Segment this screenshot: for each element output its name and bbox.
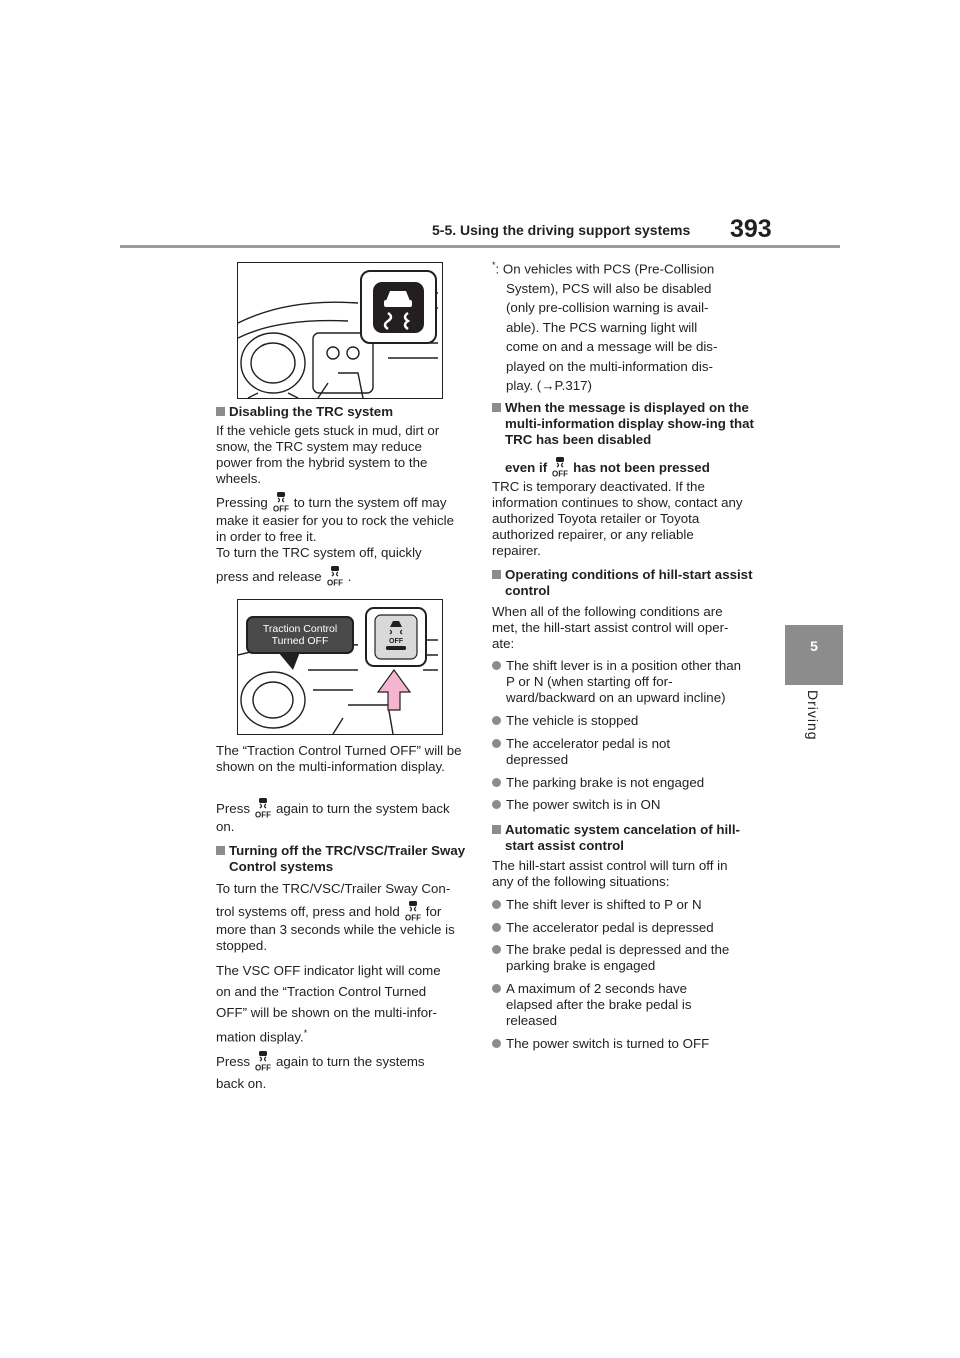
heading-hill-start-conditions: Operating conditions of hill-start assist control xyxy=(492,567,755,599)
list-item: The shift lever is in a position other than P or N (when starting off for-ward/backward on an upward incline) xyxy=(492,658,751,706)
trc-off-switch-icon xyxy=(270,491,292,513)
message-display-bubble xyxy=(246,616,354,654)
list-item: The power switch is in ON xyxy=(492,797,756,813)
chapter-number: 5 xyxy=(810,638,818,654)
heading-message-displayed-cont: even if has not been pressed xyxy=(505,456,755,478)
paragraph: TRC is temporary deactivated. If the information continues to show, contact any authorized Toyota retailer or Toyota authorized repairer, or any reliable repairer. xyxy=(492,479,743,558)
bullet-icon xyxy=(492,800,501,809)
paragraph: The “Traction Control Turned OFF” will be shown on the multi-information display. xyxy=(216,743,462,774)
list-item: The power switch is turned to OFF xyxy=(492,1036,756,1052)
paragraph: If the vehicle gets stuck in mud, dirt or snow, the TRC system may reduce power from the hybrid system to the wheels. xyxy=(216,423,440,486)
heading-turning-off-systems: Turning off the TRC/VSC/Trailer Sway Control systems xyxy=(216,843,474,875)
chapter-label: Driving xyxy=(805,690,821,741)
list-item: The vehicle is stopped xyxy=(492,713,756,729)
bullet-icon xyxy=(492,900,501,909)
trc-off-switch-icon xyxy=(252,797,274,819)
section-title: 5-5. Using the driving support systems xyxy=(432,222,691,238)
header-rule xyxy=(120,245,840,248)
paragraph: When all of the following conditions are met, the hill-start assist control will oper-ate: xyxy=(492,604,729,651)
bullet-icon xyxy=(492,739,501,748)
list-item: The shift lever is shifted to P or N xyxy=(492,897,756,913)
paragraph: Press again to turn the systems back on. xyxy=(216,1050,471,1095)
heading-hill-start-cancelation: Automatic system cancelation of hill-start assist control xyxy=(492,822,755,854)
list-item: The brake pedal is depressed and the parking brake is engaged xyxy=(492,942,764,974)
trc-off-switch-icon xyxy=(252,1050,274,1072)
list-item: The accelerator pedal is depressed xyxy=(492,920,756,936)
heading-message-displayed: When the message is displayed on the multi-information display show-ing that TRC has been disabled xyxy=(492,400,770,448)
heading-disabling-trc: Disabling the TRC system xyxy=(216,404,476,420)
section-square-icon xyxy=(216,407,225,416)
bullet-icon xyxy=(492,661,501,670)
footnote: *: On vehicles with PCS (Pre-Collision System), PCS will also be disabled (only pre-collision warning is avail- able). The PCS warning light will come on and a message will be dis- played on the multi-information dis- play. (→P.317) xyxy=(492,260,718,394)
figure-traction-control-off xyxy=(237,599,443,735)
trc-off-switch-icon xyxy=(324,565,346,587)
bullet-icon xyxy=(492,945,501,954)
section-square-icon xyxy=(492,570,501,579)
paragraph: Pressing to turn the system off may make it easier for you to rock the vehicle in order to free it. To turn the TRC system off, quickly xyxy=(216,491,468,561)
list-item: A maximum of 2 seconds have elapsed after the brake pedal is released xyxy=(492,981,736,1029)
bullet-icon xyxy=(492,984,501,993)
bullet-icon xyxy=(492,1039,501,1048)
section-square-icon xyxy=(492,825,501,834)
paragraph: The VSC OFF indicator light will come on and the “Traction Control Turned OFF” will be shown on the multi-infor- mation display.* xyxy=(216,963,441,1045)
chapter-tab xyxy=(785,625,843,685)
bullet-icon xyxy=(492,923,501,932)
paragraph: The hill-start assist control will turn off in any of the following situations: xyxy=(492,858,728,889)
paragraph: Press again to turn the system back on. xyxy=(216,797,468,835)
list-item: The parking brake is not engaged xyxy=(492,775,756,791)
paragraph: press and release . xyxy=(216,565,466,587)
section-square-icon xyxy=(216,846,225,855)
trc-off-switch-icon xyxy=(402,900,424,922)
message-line: Traction Control xyxy=(262,623,338,635)
off-button-label: OFF xyxy=(389,638,403,645)
section-square-icon xyxy=(492,403,501,412)
bullet-icon xyxy=(492,716,501,725)
trc-off-switch-icon xyxy=(549,456,571,478)
dashboard-illustration xyxy=(238,263,442,398)
bullet-icon xyxy=(492,778,501,787)
page-number: 393 xyxy=(730,215,772,243)
press-arrow-icon xyxy=(378,670,410,710)
paragraph: To turn the TRC/VSC/Trailer Sway Con- xyxy=(216,881,451,896)
list-item: The accelerator pedal is not depressed xyxy=(492,736,726,768)
figure-trc-indicator xyxy=(237,262,443,399)
message-line: Turned OFF xyxy=(271,635,329,647)
paragraph: trol systems off, press and hold for more than 3 seconds while the vehicle is stopped. xyxy=(216,900,468,954)
